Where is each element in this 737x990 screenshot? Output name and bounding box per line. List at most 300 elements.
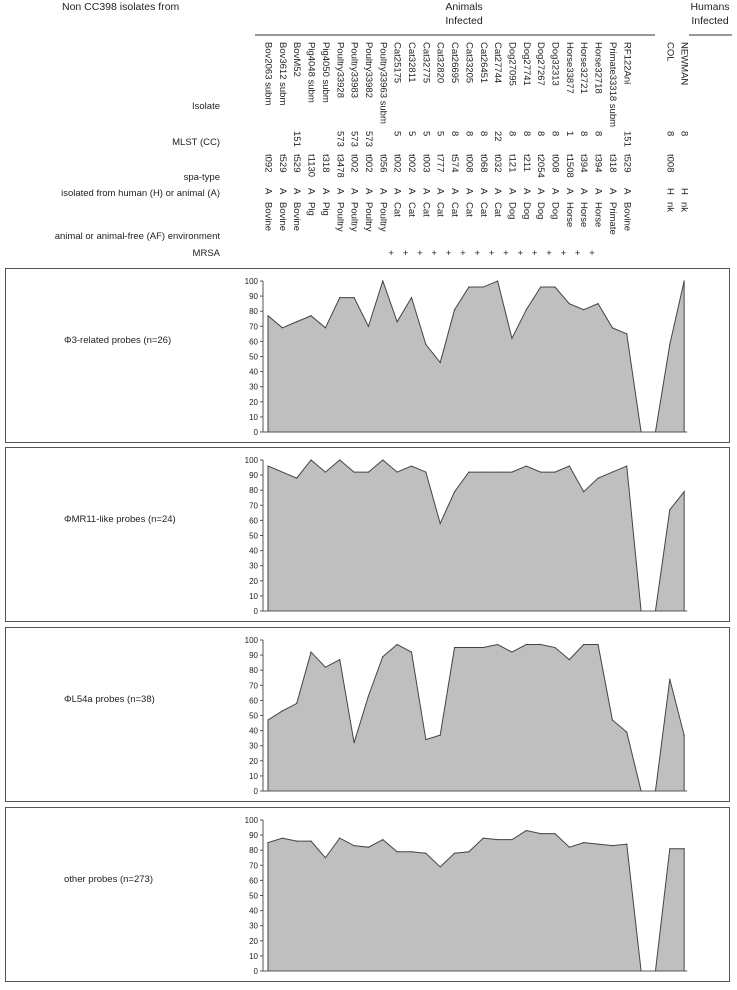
isolate-spa: t3478 — [334, 154, 346, 178]
data-point — [310, 315, 311, 316]
data-point — [368, 847, 369, 848]
data-point — [540, 286, 541, 287]
y-tick-label: 20 — [249, 756, 258, 766]
data-point — [569, 303, 570, 304]
isolate-source: A — [535, 188, 547, 195]
data-point — [325, 857, 326, 858]
isolate-mlst: 5 — [391, 131, 403, 137]
isolate-host: Bovine — [621, 202, 633, 232]
isolate-spa: t394 — [578, 154, 590, 173]
isolate-name: Primate33318 subm — [606, 42, 618, 128]
y-tick-label: 40 — [249, 726, 258, 736]
isolate-host: Bovine — [291, 202, 303, 232]
isolate-mrsa: + — [574, 248, 581, 259]
chart-svg — [6, 808, 731, 983]
data-point — [425, 471, 426, 472]
area-series — [268, 831, 684, 971]
isolate-spa: t121 — [506, 154, 518, 173]
isolate-mlst: 8 — [578, 131, 590, 137]
isolate-source: H — [664, 188, 676, 195]
y-tick-label: 40 — [249, 546, 258, 556]
isolate-mlst: 573 — [362, 131, 374, 147]
isolate-host: Poultry — [334, 202, 346, 232]
data-point — [368, 695, 369, 696]
isolate-source: A — [305, 188, 317, 195]
humans-title: Humans — [690, 1, 730, 13]
data-point — [468, 647, 469, 648]
data-point — [669, 848, 670, 849]
y-tick-label: 100 — [244, 636, 258, 645]
row-label-host: animal or animal-free (AF) environment — [54, 231, 220, 242]
data-point — [497, 839, 498, 840]
data-point — [483, 838, 484, 839]
isolate-source: A — [477, 188, 489, 195]
isolate-source: A — [377, 188, 389, 195]
isolate-mlst: 5 — [406, 131, 417, 137]
isolate-mlst: 8 — [664, 131, 676, 137]
isolate-source: A — [420, 188, 432, 195]
data-point — [597, 844, 598, 845]
isolate-source: A — [434, 188, 446, 195]
data-point — [626, 732, 627, 733]
isolate-source: A — [276, 188, 288, 195]
data-point — [468, 471, 469, 472]
isolate-host: nk — [664, 202, 676, 213]
isolate-mlst: 8 — [535, 131, 547, 137]
y-tick-label: 50 — [249, 531, 258, 541]
data-point — [282, 710, 283, 711]
data-point — [354, 845, 355, 846]
isolate-spa: t318 — [606, 154, 618, 173]
isolate-host: Dog — [506, 202, 518, 220]
chart-svg — [6, 269, 731, 444]
data-point — [267, 315, 268, 316]
isolate-host: Horse — [592, 202, 604, 228]
isolate-name: Bov2063 subm — [262, 42, 274, 106]
animals-infected-title: Infected — [445, 15, 483, 27]
isolate-host: Poultry — [348, 202, 360, 232]
row-label-isolate: Isolate — [192, 101, 220, 112]
data-point — [354, 742, 355, 743]
isolate-name: NEWMAN — [678, 42, 690, 86]
isolate-mlst: 8 — [520, 131, 532, 137]
data-point — [684, 735, 685, 736]
isolate-mlst: 1 — [563, 131, 575, 137]
isolate-mlst: 8 — [449, 131, 461, 137]
isolate-source: A — [262, 188, 274, 195]
data-point — [310, 459, 311, 460]
isolate-name: Poultry33928 — [334, 42, 346, 98]
data-point — [397, 471, 398, 472]
data-point — [468, 286, 469, 287]
isolate-spa: t777 — [434, 154, 446, 173]
isolate-spa: t394 — [592, 154, 604, 173]
isolate-mlst: 8 — [477, 131, 489, 137]
isolate-host: Bovine — [262, 202, 274, 232]
isolate-mlst: 151 — [621, 131, 633, 147]
isolate-spa: t003 — [420, 154, 432, 173]
isolate-source: A — [348, 188, 360, 195]
isolate-source: A — [334, 188, 346, 195]
data-point — [597, 644, 598, 645]
isolate-name: Dog27267 — [535, 42, 547, 86]
isolate-spa: t574 — [449, 154, 461, 173]
y-tick-label: 20 — [249, 397, 258, 407]
isolate-source: A — [319, 188, 331, 195]
isolate-name: COL — [664, 42, 676, 62]
y-tick-label: 50 — [249, 711, 258, 721]
isolate-name: Cat32820 — [434, 42, 446, 84]
data-point — [612, 845, 613, 846]
data-point — [540, 644, 541, 645]
isolate-name: Cat33205 — [463, 42, 475, 84]
isolate-name: Cat27744 — [492, 42, 504, 84]
data-point — [296, 841, 297, 842]
isolate-source: A — [492, 188, 504, 195]
isolate-mrsa: + — [402, 248, 409, 259]
row-label-spa: spa-type — [183, 172, 220, 183]
y-tick-label: 0 — [253, 967, 258, 976]
isolate-name: Horse32721 — [578, 42, 590, 94]
isolate-mrsa: + — [589, 248, 595, 259]
isolate-mrsa: + — [531, 248, 538, 259]
isolate-mlst: 8 — [549, 131, 561, 137]
y-tick-label: 60 — [249, 516, 258, 526]
isolate-spa: t002 — [391, 154, 403, 173]
header-table — [0, 0, 737, 270]
isolate-name: Poultry33963 subm — [377, 42, 389, 124]
animals-title: Animals — [445, 1, 483, 13]
data-point — [296, 321, 297, 322]
isolate-name: Dog27095 — [506, 42, 518, 86]
isolate-host: Cat — [492, 202, 504, 217]
chart-svg — [6, 448, 731, 623]
isolate-spa: t032 — [492, 154, 504, 173]
isolate-mrsa: + — [445, 248, 452, 259]
isolate-host: Poultry — [362, 202, 374, 232]
y-tick-label: 80 — [249, 846, 258, 856]
data-point — [310, 651, 311, 652]
y-tick-label: 90 — [249, 471, 258, 481]
y-tick-label: 50 — [249, 352, 258, 362]
y-tick-label: 100 — [244, 277, 258, 286]
isolate-source: A — [449, 188, 461, 195]
data-point — [583, 842, 584, 843]
data-point — [669, 509, 670, 510]
isolate-spa: t002 — [406, 154, 417, 173]
isolate-name: Cat26695 — [449, 42, 461, 84]
data-point — [425, 739, 426, 740]
data-point — [382, 656, 383, 657]
data-point — [354, 471, 355, 472]
isolate-mrsa: + — [546, 248, 552, 259]
data-point — [454, 647, 455, 648]
data-point — [411, 651, 412, 652]
isolate-host: Dog — [549, 202, 561, 220]
data-point — [540, 833, 541, 834]
isolate-name: Horse32718 — [592, 42, 604, 94]
y-tick-label: 70 — [249, 681, 258, 691]
data-point — [411, 851, 412, 852]
isolate-spa: t2054 — [535, 154, 547, 178]
isolate-host: Cat — [463, 202, 475, 217]
data-point — [440, 866, 441, 867]
isolate-spa: t056 — [377, 154, 389, 173]
data-point — [554, 647, 555, 648]
data-point — [483, 286, 484, 287]
data-point — [583, 644, 584, 645]
data-point — [454, 309, 455, 310]
y-tick-label: 10 — [249, 412, 258, 422]
data-point — [425, 344, 426, 345]
y-tick-label: 50 — [249, 891, 258, 901]
data-point — [296, 478, 297, 479]
isolate-mlst: 151 — [291, 131, 303, 147]
isolate-mrsa: + — [474, 248, 481, 259]
data-point — [626, 465, 627, 466]
y-tick-label: 60 — [249, 696, 258, 706]
isolate-host: Cat — [434, 202, 446, 217]
data-point — [612, 719, 613, 720]
y-tick-label: 40 — [249, 367, 258, 377]
isolate-spa: t318 — [319, 154, 331, 173]
isolate-spa: t1508 — [563, 154, 575, 178]
y-tick-label: 80 — [249, 307, 258, 317]
isolate-mlst: 22 — [492, 131, 504, 142]
data-point — [368, 471, 369, 472]
isolate-source: A — [592, 188, 604, 195]
data-point — [554, 286, 555, 287]
data-point — [569, 847, 570, 848]
data-point — [497, 280, 498, 281]
y-tick-label: 20 — [249, 576, 258, 586]
isolate-host: Dog — [520, 202, 532, 220]
data-point — [282, 327, 283, 328]
y-tick-label: 0 — [253, 787, 258, 796]
row-label-mlst: MLST (CC) — [172, 137, 220, 148]
data-point — [397, 851, 398, 852]
chart-panel — [5, 268, 730, 443]
area-series — [268, 281, 684, 432]
isolate-source: A — [362, 188, 374, 195]
isolate-name: Horse33877 — [563, 42, 575, 94]
isolate-spa: t008 — [463, 154, 475, 173]
isolate-name: Dog27741 — [520, 42, 532, 86]
row-label-mrsa: MRSA — [192, 248, 220, 259]
isolate-spa: t211 — [520, 154, 532, 172]
isolate-source: A — [463, 188, 475, 195]
data-point — [296, 703, 297, 704]
isolate-source: A — [291, 188, 303, 195]
isolate-name: Bov3612 subm — [276, 42, 288, 106]
isolate-name: Cat25175 — [391, 42, 403, 84]
isolate-source: A — [406, 188, 417, 195]
data-point — [382, 459, 383, 460]
data-point — [454, 853, 455, 854]
data-point — [267, 465, 268, 466]
data-point — [397, 644, 398, 645]
y-tick-label: 90 — [249, 292, 258, 302]
data-point — [526, 644, 527, 645]
chart-title: other probes (n=273) — [64, 873, 153, 885]
y-tick-label: 90 — [249, 651, 258, 661]
isolate-spa: t068 — [477, 154, 489, 173]
data-point — [382, 839, 383, 840]
isolate-name: Poultry33983 — [348, 42, 360, 98]
isolate-source: H — [678, 188, 690, 195]
data-point — [511, 839, 512, 840]
data-point — [511, 651, 512, 652]
data-point — [626, 844, 627, 845]
data-point — [483, 471, 484, 472]
isolate-spa: t529 — [276, 154, 288, 173]
data-point — [684, 848, 685, 849]
isolate-name: Dog32313 — [549, 42, 561, 86]
y-tick-label: 60 — [249, 337, 258, 347]
isolate-name: Cat32811 — [406, 42, 417, 83]
data-point — [468, 851, 469, 852]
data-point — [669, 679, 670, 680]
isolate-name: Cat32775 — [420, 42, 432, 84]
data-point — [583, 309, 584, 310]
y-tick-label: 40 — [249, 906, 258, 916]
isolate-host: Pig — [319, 202, 331, 216]
chart-svg — [6, 628, 731, 803]
data-point — [583, 491, 584, 492]
y-tick-label: 80 — [249, 666, 258, 676]
isolate-name: Pig4050 subm — [319, 42, 331, 103]
isolate-spa: t008 — [549, 154, 561, 173]
y-tick-label: 30 — [249, 561, 258, 571]
isolate-mlst: 8 — [463, 131, 475, 137]
data-point — [440, 735, 441, 736]
isolate-mlst: 5 — [434, 131, 446, 137]
y-tick-label: 10 — [249, 771, 258, 781]
data-point — [325, 667, 326, 668]
chart-title: Φ3-related probes (n=26) — [64, 334, 172, 346]
isolate-host: Horse — [563, 202, 575, 228]
data-point — [554, 833, 555, 834]
isolate-host: Poultry — [377, 202, 389, 232]
data-point — [540, 471, 541, 472]
isolate-mrsa: + — [560, 248, 567, 259]
data-point — [497, 471, 498, 472]
isolate-host: Dog — [535, 202, 547, 220]
data-point — [339, 459, 340, 460]
isolate-mrsa: + — [460, 248, 466, 259]
data-point — [425, 853, 426, 854]
y-tick-label: 30 — [249, 382, 258, 392]
data-point — [267, 842, 268, 843]
isolate-mrsa: + — [503, 248, 509, 259]
chart-panel — [5, 627, 730, 802]
data-point — [354, 297, 355, 298]
data-point — [626, 333, 627, 334]
isolate-host: Cat — [477, 202, 489, 217]
isolate-mlst: 8 — [592, 131, 604, 137]
isolate-mrsa: + — [517, 248, 524, 259]
isolate-spa: t002 — [348, 154, 360, 173]
isolate-mrsa: + — [431, 248, 437, 259]
y-tick-label: 30 — [249, 741, 258, 751]
y-tick-label: 0 — [253, 428, 258, 437]
data-point — [597, 478, 598, 479]
y-tick-label: 100 — [244, 456, 258, 465]
isolate-source: A — [578, 188, 590, 195]
isolate-host: Bovine — [276, 202, 288, 232]
isolate-spa: t002 — [362, 154, 374, 173]
data-point — [368, 326, 369, 327]
isolate-host: Horse — [578, 202, 590, 228]
data-point — [339, 297, 340, 298]
data-point — [526, 465, 527, 466]
data-point — [325, 327, 326, 328]
data-point — [411, 297, 412, 298]
data-point — [569, 659, 570, 660]
data-point — [511, 471, 512, 472]
data-point — [612, 471, 613, 472]
isolate-spa: t529 — [291, 154, 303, 173]
data-point — [440, 523, 441, 524]
isolate-host: Pig — [305, 202, 317, 216]
data-point — [526, 830, 527, 831]
y-tick-label: 70 — [249, 861, 258, 871]
humans-infected-title: Infected — [691, 15, 729, 27]
isolate-mlst: 573 — [348, 131, 360, 147]
chart-panel — [5, 447, 730, 622]
data-point — [569, 465, 570, 466]
isolate-host: Cat — [391, 202, 403, 217]
data-point — [339, 659, 340, 660]
isolate-spa: t008 — [664, 154, 676, 173]
isolate-host: Cat — [449, 202, 461, 217]
isolate-source: A — [621, 188, 633, 195]
y-tick-label: 90 — [249, 831, 258, 841]
isolate-source: A — [506, 188, 518, 195]
y-tick-label: 10 — [249, 951, 258, 961]
chart-title: ΦL54a probes (n=38) — [64, 693, 155, 705]
data-point — [497, 644, 498, 645]
data-point — [454, 491, 455, 492]
y-tick-label: 70 — [249, 322, 258, 332]
data-point — [440, 362, 441, 363]
isolate-host: Cat — [406, 202, 417, 217]
data-point — [684, 280, 685, 281]
y-tick-label: 70 — [249, 501, 258, 511]
isolate-mlst: 5 — [420, 131, 432, 137]
data-point — [669, 344, 670, 345]
y-tick-label: 0 — [253, 607, 258, 616]
isolate-spa: t1130 — [305, 154, 317, 178]
isolate-name: Pig4048 subm — [305, 42, 317, 103]
isolate-mrsa: + — [488, 248, 495, 259]
data-point — [267, 719, 268, 720]
y-tick-label: 100 — [244, 816, 258, 825]
data-point — [339, 838, 340, 839]
chart-title: ΦMR11-like probes (n=24) — [64, 513, 176, 525]
y-tick-label: 60 — [249, 876, 258, 886]
isolate-spa: t092 — [262, 154, 274, 173]
isolate-name: Poultry33982 — [362, 42, 374, 98]
data-point — [684, 491, 685, 492]
isolate-mlst: 8 — [678, 131, 690, 137]
isolate-source: A — [563, 188, 575, 195]
isolate-name: BovM52 — [291, 42, 303, 77]
data-point — [282, 471, 283, 472]
isolate-source: A — [549, 188, 561, 195]
isolate-host: Cat — [420, 202, 432, 217]
area-series — [268, 460, 684, 611]
